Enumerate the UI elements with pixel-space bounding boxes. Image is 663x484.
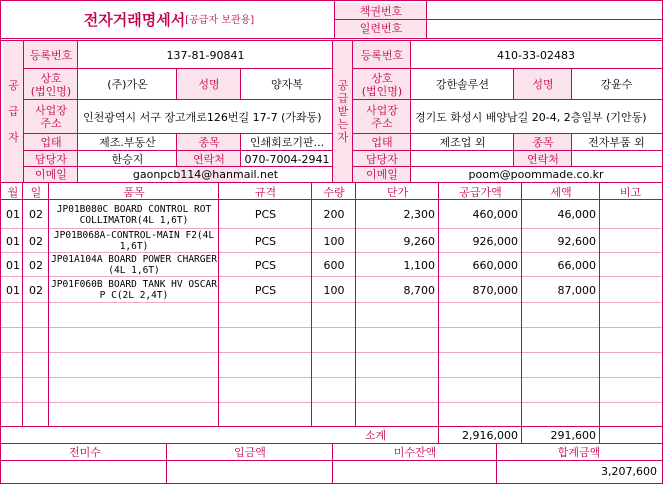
divider <box>1 276 662 277</box>
divider <box>218 183 219 427</box>
receiver-email: poom@poommade.co.kr <box>468 168 604 181</box>
col-header-day: 일 <box>30 185 42 199</box>
cell-item: JP01B068A-CONTROL-MAIN F2(4L 1,6T) <box>53 230 215 252</box>
receiver-rep: 강윤수 <box>600 78 633 91</box>
divider <box>410 40 411 183</box>
divider <box>23 166 332 167</box>
divider <box>352 99 662 100</box>
serial-no-value <box>427 20 661 37</box>
total-label: 합계금액 <box>557 446 601 459</box>
cell-tax: 92,600 <box>557 234 596 248</box>
cell-spec: PCS <box>254 258 277 272</box>
supplier-biz-item-label: 종목 <box>198 136 220 149</box>
divider <box>599 183 600 444</box>
document-title <box>3 3 335 37</box>
cell-spec: PCS <box>254 283 277 297</box>
title-subtitle: [공급자 보관용] <box>185 14 255 26</box>
cell-day: 02 <box>29 234 43 248</box>
supplier-email: gaonpcb114@hanmail.net <box>132 168 279 181</box>
col-header-month: 월 <box>7 185 19 199</box>
cell-tax: 66,000 <box>557 258 596 272</box>
cell-note <box>600 200 661 229</box>
receiver-reg-no: 410-33-02483 <box>497 48 575 62</box>
receiver-name: 강한솔루션 <box>435 78 490 91</box>
cell-note <box>600 277 661 303</box>
divider <box>332 443 333 483</box>
cell-spec: PCS <box>254 234 277 248</box>
book-no-value <box>427 3 661 20</box>
divider <box>48 183 49 427</box>
cell-day: 02 <box>29 258 43 272</box>
subtotal-tax: 291,600 <box>550 428 596 442</box>
cell-item: JP01F060B BOARD TANK HV OSCAR P C(2L 2,4T) <box>51 279 217 301</box>
payment-value <box>167 461 333 481</box>
cell-month: 01 <box>6 234 20 248</box>
divider <box>176 68 177 100</box>
divider <box>1 199 662 200</box>
cell-note <box>600 253 661 277</box>
cell-note <box>600 229 661 253</box>
supplier-email-label: 이메일 <box>35 168 67 181</box>
receiver-biz-type: 제조업 외 <box>439 136 486 149</box>
cell-amount: 660,000 <box>472 258 518 272</box>
cell-qty: 200 <box>323 208 345 221</box>
cell-amount: 870,000 <box>472 283 518 297</box>
supplier-rep: 양자복 <box>271 78 303 91</box>
col-header-amount: 공급가액 <box>459 185 502 199</box>
divider <box>23 68 332 69</box>
divider <box>521 183 522 444</box>
divider <box>438 183 439 444</box>
cell-month: 01 <box>6 208 20 221</box>
col-header-price: 단가 <box>386 185 409 199</box>
unpaid-value <box>333 461 497 481</box>
supplier-phone: 070-7004-2941 <box>244 152 330 166</box>
divider <box>352 150 662 151</box>
cell-amount: 460,000 <box>472 208 518 221</box>
supplier-manager: 한승지 <box>111 152 144 166</box>
payment-label: 입금액 <box>234 446 266 459</box>
receiver-biz-item: 전자부품 외 <box>588 136 645 149</box>
divider <box>1 377 662 378</box>
supplier-name: (주)가온 <box>107 78 148 91</box>
divider <box>240 68 241 100</box>
cell-qty: 100 <box>323 234 345 248</box>
prev-balance-label: 전미수 <box>69 446 101 459</box>
divider <box>23 99 332 100</box>
divider <box>571 68 572 100</box>
prev-balance-value <box>3 461 167 481</box>
receiver-address: 경기도 화성시 배양남길 20-4, 2층일부 (기안동) <box>415 110 647 124</box>
divider <box>311 183 312 427</box>
divider <box>334 19 662 20</box>
divider <box>355 183 356 427</box>
supplier-reg-no-label: 등록번호 <box>29 48 73 62</box>
divider <box>23 133 332 134</box>
supplier-address-label: 사업장 주소 <box>35 104 67 130</box>
divider <box>1 426 662 427</box>
title-text: 전자거래명세서 <box>83 10 186 29</box>
cell-price: 2,300 <box>403 208 435 221</box>
col-header-tax: 세액 <box>550 185 572 199</box>
cell-month: 01 <box>6 258 20 272</box>
cell-amount: 926,000 <box>472 234 518 248</box>
divider <box>1 228 662 229</box>
divider <box>1 327 662 328</box>
supplier-biz-type: 제조.부동산 <box>99 136 156 149</box>
supplier-biz-item: 인쇄회로기판... <box>249 136 325 149</box>
subtotal-amount: 2,916,000 <box>462 428 518 442</box>
supplier-biz-type-label: 업태 <box>40 136 62 149</box>
receiver-manager <box>411 151 514 167</box>
cell-spec: PCS <box>254 208 277 221</box>
receiver-reg-no-label: 등록번호 <box>360 48 404 62</box>
supplier-name-label: 상호 (법인명) <box>30 71 72 98</box>
cell-day: 02 <box>29 283 43 297</box>
divider <box>352 133 662 134</box>
col-header-qty: 수량 <box>323 185 345 199</box>
divider <box>23 150 332 151</box>
divider <box>1 182 662 183</box>
divider <box>22 183 23 427</box>
cell-price: 8,700 <box>403 283 435 297</box>
receiver-email-label: 이메일 <box>366 168 398 181</box>
subtotal-label: 소계 <box>364 428 387 442</box>
receiver-manager-label: 담당자 <box>366 152 398 166</box>
book-no-label: 책권번호 <box>359 5 403 18</box>
divider <box>166 443 167 483</box>
receiver-biz-item-label: 종목 <box>532 136 554 149</box>
receiver-rep-label: 성명 <box>532 78 554 91</box>
receiver-address-label: 사업장 주소 <box>366 104 398 130</box>
col-header-note: 비고 <box>619 185 642 199</box>
cell-qty: 600 <box>323 258 345 272</box>
divider <box>1 302 662 303</box>
cell-day: 02 <box>29 208 43 221</box>
divider <box>352 40 353 183</box>
unpaid-label: 미수잔액 <box>393 446 437 459</box>
supplier-manager-label: 담당자 <box>35 152 67 166</box>
cell-item: JP01B080C BOARD CONTROL ROT COLLIMATOR(4L 1,6T) <box>56 203 212 226</box>
col-header-spec: 규격 <box>254 185 277 199</box>
cell-tax: 87,000 <box>557 283 596 297</box>
supplier-phone-label: 연락처 <box>193 152 225 166</box>
cell-tax: 46,000 <box>557 208 596 221</box>
divider <box>77 40 78 183</box>
receiver-phone-label: 연락처 <box>527 152 559 166</box>
supplier-address: 인천광역시 서구 장고개로126번길 17-7 (가좌동) <box>83 110 322 124</box>
divider <box>352 68 662 69</box>
divider <box>496 443 497 483</box>
divider <box>332 40 333 183</box>
divider <box>1 252 662 253</box>
divider <box>352 166 662 167</box>
supplier-side-label: 공 급 자 <box>8 79 19 144</box>
divider <box>1 38 662 39</box>
divider <box>426 1 427 39</box>
receiver-biz-type-label: 업태 <box>371 136 393 149</box>
cell-price: 9,260 <box>403 234 435 248</box>
supplier-reg-no: 137-81-90841 <box>166 48 245 62</box>
receiver-side-label: 공 급 받 는 자 <box>337 79 349 144</box>
receiver-name-label: 상호 (법인명) <box>361 71 403 98</box>
cell-month: 01 <box>6 283 20 297</box>
supplier-rep-label: 성명 <box>198 78 220 91</box>
cell-qty: 100 <box>323 283 345 297</box>
divider <box>513 68 514 100</box>
cell-item: JP01A104A BOARD POWER CHARGER (4L 1,6T) <box>51 254 217 276</box>
divider <box>334 1 335 39</box>
receiver-phone <box>572 151 661 167</box>
total-value: 3,207,600 <box>601 464 657 478</box>
divider <box>1 402 662 403</box>
divider <box>1 352 662 353</box>
divider <box>23 40 24 183</box>
serial-no-label: 일련번호 <box>359 22 403 35</box>
cell-price: 1,100 <box>403 258 435 272</box>
col-header-item: 품목 <box>123 185 145 199</box>
